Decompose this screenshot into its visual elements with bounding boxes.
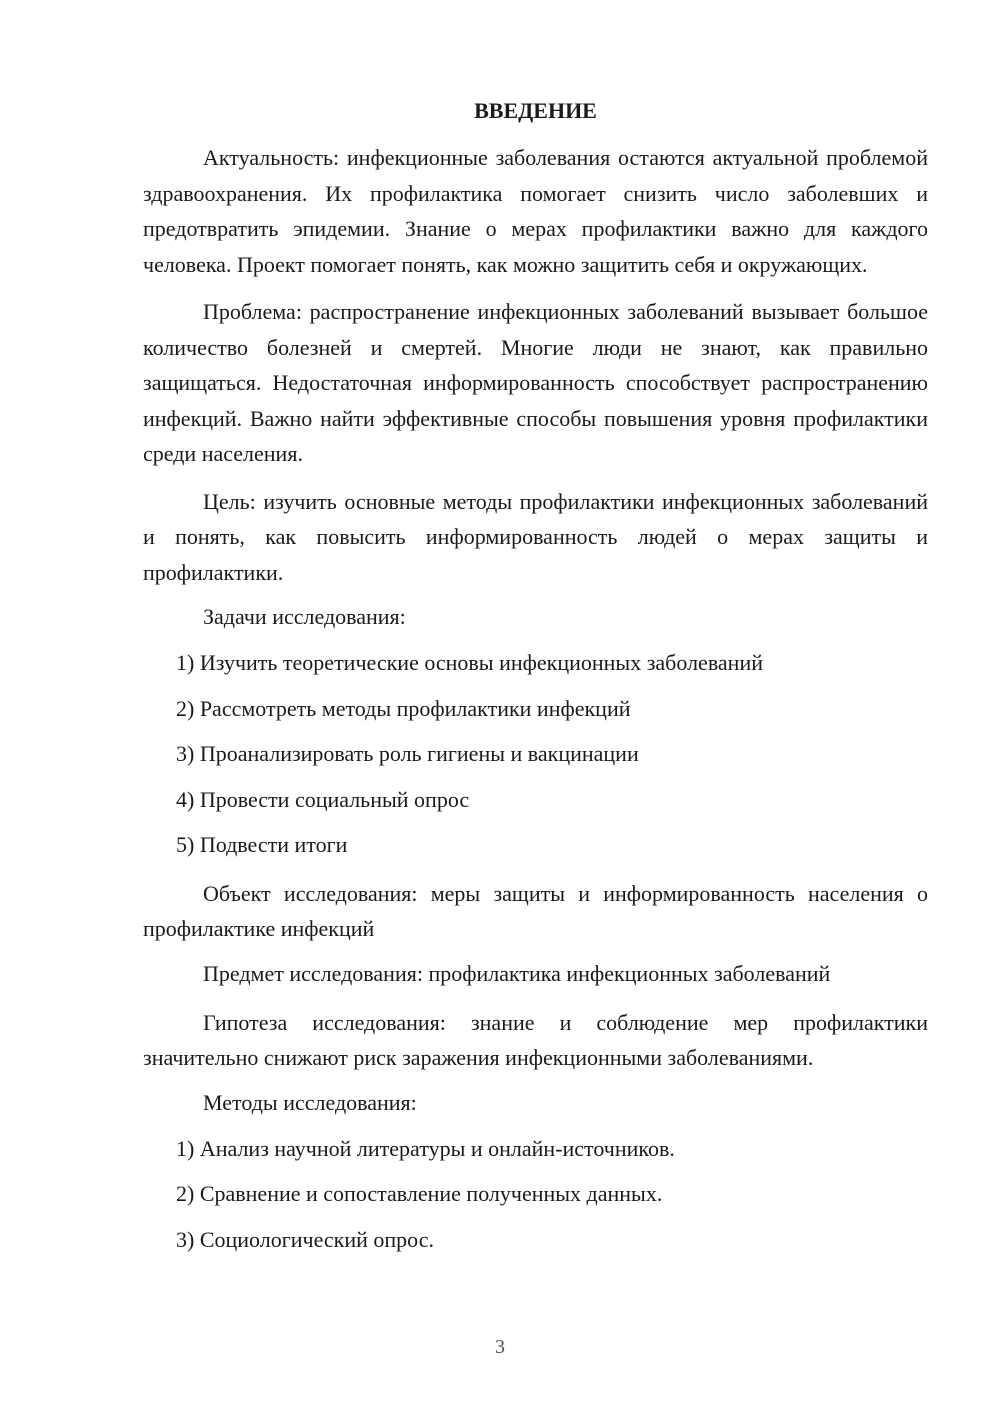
goal-paragraph: Цель: изучить основные методы профилактики инфекционных заболеваний и понять, как повысить информированность людей о мерах защиты и профилактики. [143,488,928,585]
methods-heading: Методы исследования: [203,1089,417,1115]
methods-list [143,1134,928,1255]
page-title: ВВЕДЕНИЕ [474,98,597,123]
document-page [143,96,928,1270]
page-number: 3 [495,1336,505,1358]
list-item: 5) Подвести итоги [176,832,348,857]
list-item: 4) Провести социальный опрос [176,786,470,812]
list-item: 2) Рассмотреть методы профилактики инфекций [176,695,631,721]
problem-paragraph: Проблема: распространение инфекционных заболеваний вызывает большое количество болезней и смертей. Многие люди не знают, как правильно защищаться. Недостаточная информированность способствует распространению инфекций. Важно найти эффективные способы повышения уровня профилактики среди населения. [143,299,928,466]
object-paragraph: Объект исследования: меры защиты и информированность населения о профилактике инфекций [143,880,928,941]
list-item: 3) Проанализировать роль гигиены и вакцинации [176,741,639,766]
relevance-paragraph: Актуальность: инфекционные заболевания остаются актуальной проблемой здравоохранения. Их профилактика помогает снизить число заболевших и предотвратить эпидемии. Знание о мерах профилактики важно для каждого человека. Проект помогает понять, как можно защитить себя и окружающих. [143,145,928,277]
list-item: 1) Анализ научной литературы и онлайн-источников. [176,1135,675,1161]
list-item: 2) Сравнение и сопоставление полученных данных. [176,1181,663,1206]
list-item: 3) Социологический опрос. [176,1226,434,1252]
tasks-heading: Задачи исследования: [203,604,406,629]
tasks-list [143,648,928,860]
hypothesis-paragraph: Гипотеза исследования: знание и соблюдение мер профилактики значительно снижают риск заражения инфекционными заболеваниями. [143,1009,928,1070]
subject-paragraph: Предмет исследования: профилактика инфекционных заболеваний [203,960,831,986]
list-item: 1) Изучить теоретические основы инфекционных заболеваний [176,650,763,675]
